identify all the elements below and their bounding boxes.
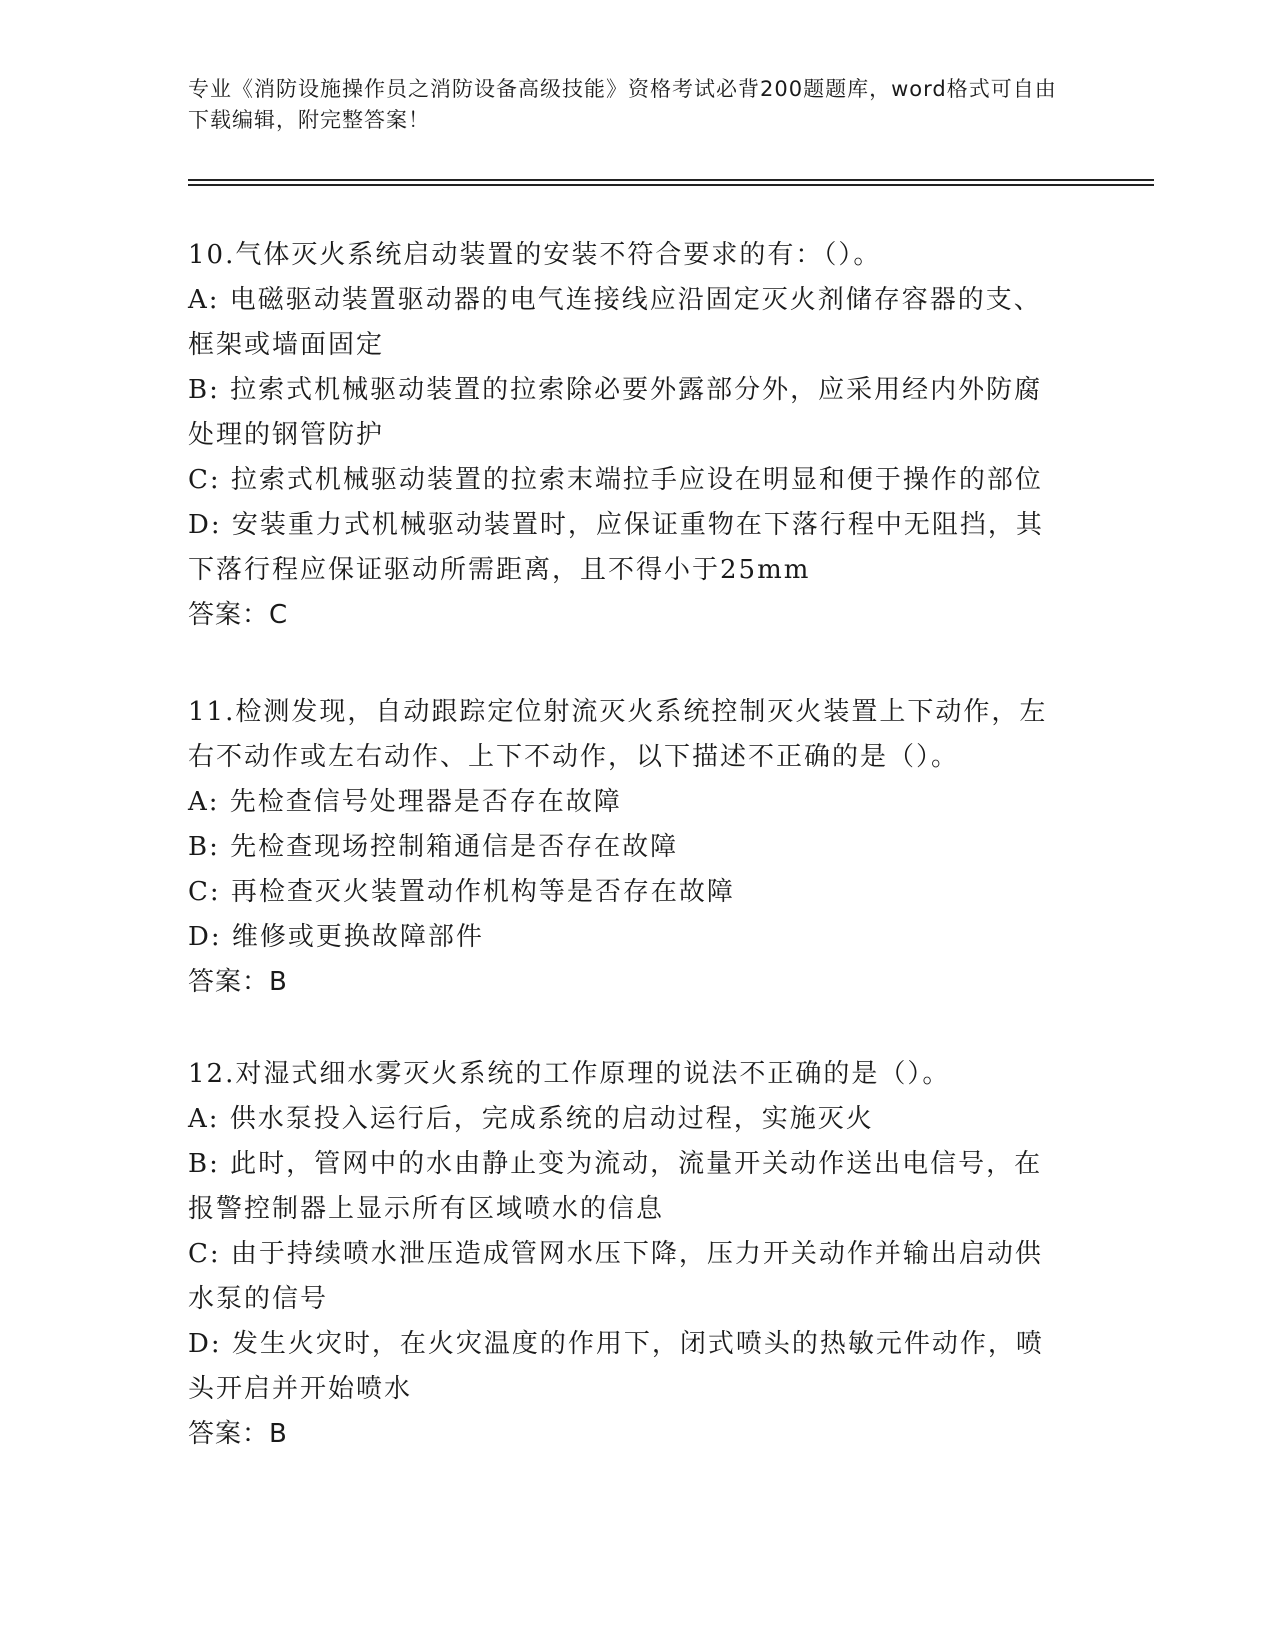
answer-label: 答案：B bbox=[188, 967, 288, 997]
option-c bbox=[188, 458, 1078, 503]
option-b bbox=[188, 1142, 1078, 1232]
option-line: 处理的钢管防护 bbox=[188, 420, 385, 450]
option-c bbox=[188, 1232, 1078, 1322]
option-line: 头开启并开始喷水 bbox=[188, 1374, 413, 1404]
option-line: 水泵的信号 bbox=[188, 1284, 329, 1314]
header-divider-top bbox=[188, 179, 1154, 181]
option-d bbox=[188, 503, 1078, 593]
question-11 bbox=[188, 690, 1078, 1005]
option-a bbox=[188, 278, 1078, 368]
option-d bbox=[188, 1322, 1078, 1412]
option-line: C: 再检查灭火装置动作机构等是否存在故障 bbox=[188, 877, 735, 907]
option-line: C: 拉索式机械驱动装置的拉索末端拉手应设在明显和便于操作的部位 bbox=[188, 465, 1043, 495]
question-stem: 12.对湿式细水雾灭火系统的工作原理的说法不正确的是（）。 bbox=[188, 1059, 951, 1089]
option-line: D: 维修或更换故障部件 bbox=[188, 922, 484, 952]
question-stem: 右不动作或左右动作、上下不动作，以下描述不正确的是（）。 bbox=[188, 742, 960, 772]
option-line: A: 供水泵投入运行后，完成系统的启动过程，实施灭火 bbox=[188, 1104, 874, 1134]
option-line: D: 安装重力式机械驱动装置时，应保证重物在下落行程中无阻挡，其 bbox=[188, 510, 1044, 540]
answer-label: 答案：C bbox=[188, 600, 289, 630]
option-line: 框架或墙面固定 bbox=[188, 330, 385, 360]
question-stem: 11.检测发现，自动跟踪定位射流灭火系统控制灭火装置上下动作，左 bbox=[188, 697, 1048, 727]
option-a bbox=[188, 780, 1078, 825]
option-line: 报警控制器上显示所有区域喷水的信息 bbox=[188, 1194, 665, 1224]
header-title: 专业《消防设施操作员之消防设备高级技能》资格考试必背200题题库，word格式可自由下载编辑，附完整答案！ bbox=[188, 77, 1057, 132]
question-10 bbox=[188, 233, 1078, 638]
option-d bbox=[188, 915, 1078, 960]
option-c bbox=[188, 870, 1078, 915]
answer-label: 答案：B bbox=[188, 1419, 288, 1449]
option-line: D: 发生火灾时，在火灾温度的作用下，闭式喷头的热敏元件动作，喷 bbox=[188, 1329, 1044, 1359]
option-line: B: 此时，管网中的水由静止变为流动，流量开关动作送出电信号，在 bbox=[188, 1149, 1043, 1179]
option-line: 下落行程应保证驱动所需距离，且不得小于25mm bbox=[188, 555, 811, 585]
option-line: B: 拉索式机械驱动装置的拉索除必要外露部分外，应采用经内外防腐 bbox=[188, 375, 1043, 405]
option-b bbox=[188, 825, 1078, 870]
option-line: A: 先检查信号处理器是否存在故障 bbox=[188, 787, 622, 817]
option-line: A: 电磁驱动装置驱动器的电气连接线应沿固定灭火剂储存容器的支、 bbox=[188, 285, 1042, 315]
option-a bbox=[188, 1097, 1078, 1142]
option-line: C: 由于持续喷水泄压造成管网水压下降，压力开关动作并输出启动供 bbox=[188, 1239, 1043, 1269]
document-header bbox=[188, 74, 1068, 136]
question-12 bbox=[188, 1052, 1078, 1457]
option-b bbox=[188, 368, 1078, 458]
option-line: B: 先检查现场控制箱通信是否存在故障 bbox=[188, 832, 679, 862]
question-stem: 10.气体灭火系统启动装置的安装不符合要求的有：（）。 bbox=[188, 240, 882, 270]
header-divider-bottom bbox=[188, 184, 1154, 186]
